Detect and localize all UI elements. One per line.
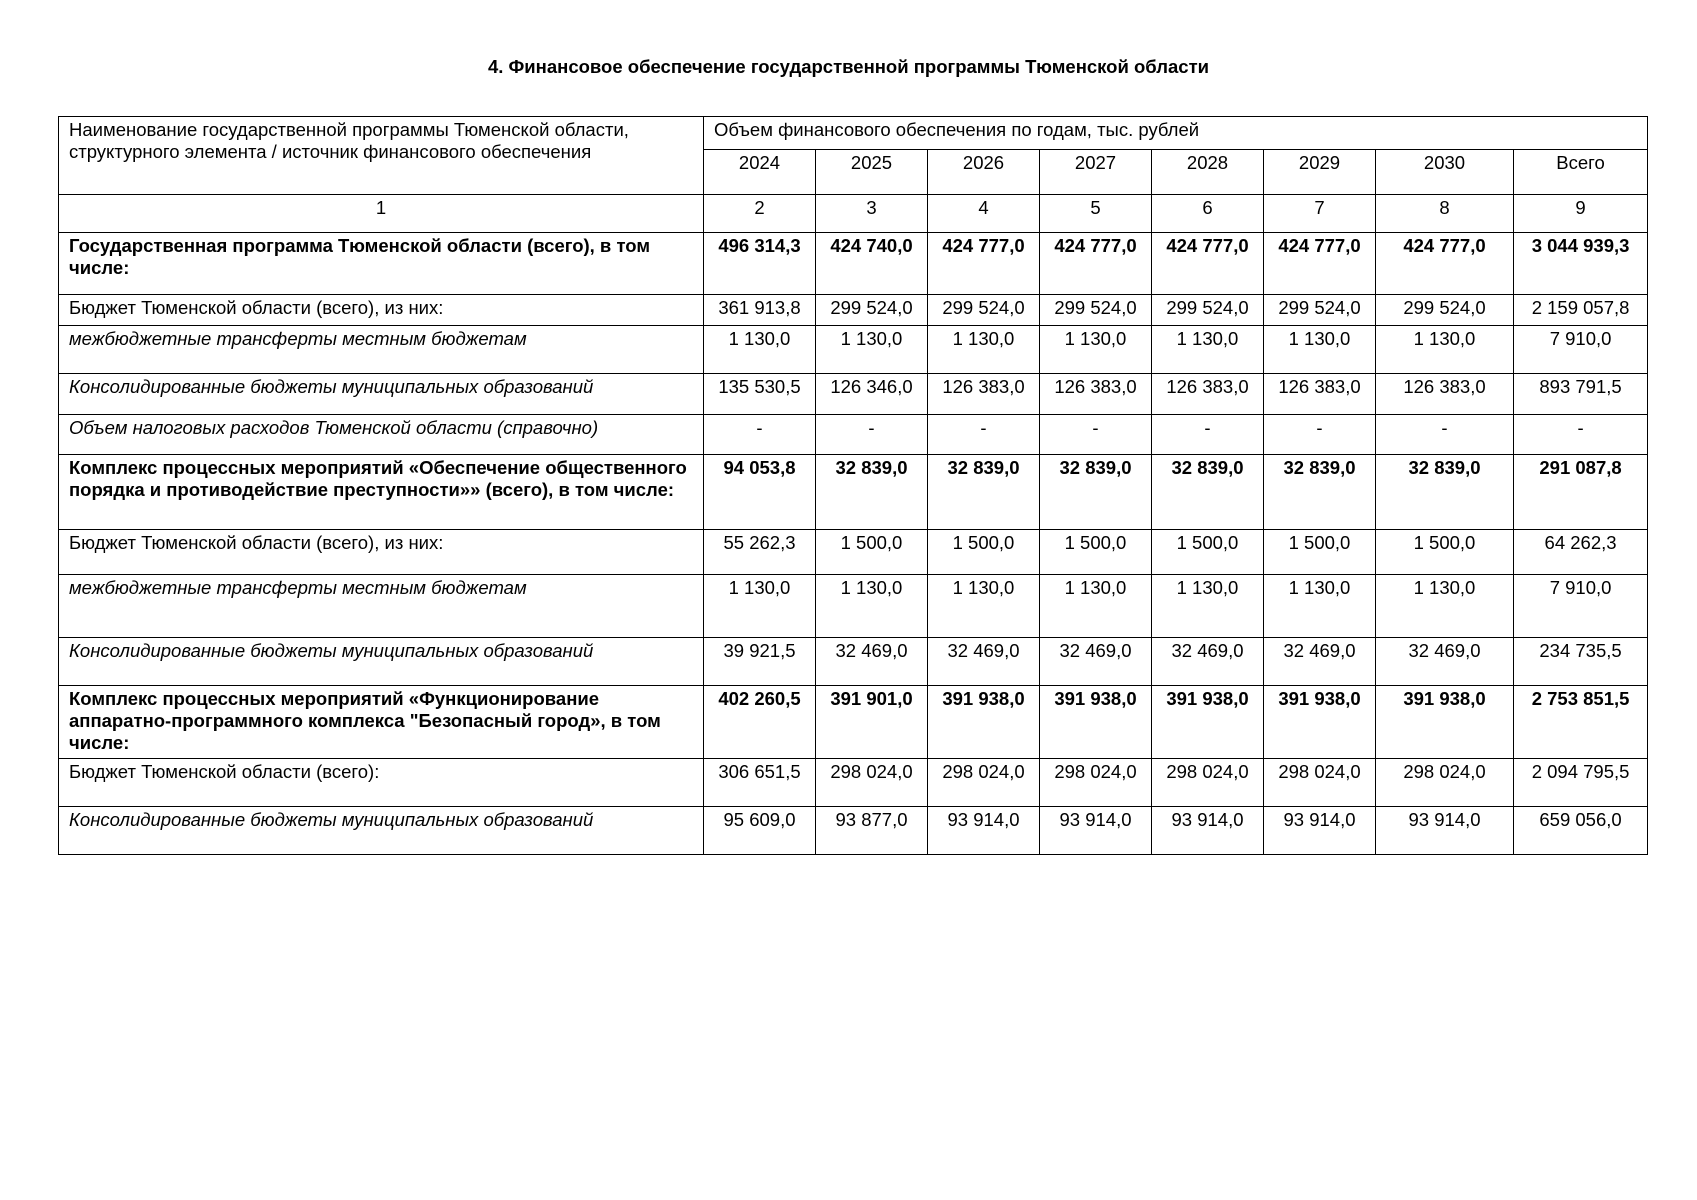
row-value-cell: -	[1040, 415, 1152, 455]
column-number-row	[59, 195, 1648, 233]
table-row	[59, 233, 1648, 295]
row-value-cell: 361 913,8	[704, 295, 816, 326]
column-number-cell: 5	[1040, 195, 1152, 233]
row-value-cell: 1 500,0	[1040, 530, 1152, 575]
table-row	[59, 415, 1648, 455]
column-number-cell: 8	[1376, 195, 1514, 233]
header-year-cell: 2026	[928, 150, 1040, 195]
row-name-cell: Объем налоговых расходов Тюменской области (справочно)	[59, 415, 704, 455]
row-value-cell: 298 024,0	[816, 759, 928, 807]
row-value-cell: 32 469,0	[1376, 638, 1514, 686]
row-value-cell: 1 130,0	[1376, 575, 1514, 638]
row-value-cell: 1 130,0	[1040, 575, 1152, 638]
column-number-cell: 3	[816, 195, 928, 233]
row-value-cell: 1 130,0	[704, 575, 816, 638]
row-value-cell: 32 469,0	[928, 638, 1040, 686]
header-years-caption: Объем финансового обеспечения по годам, тыс. рублей	[704, 117, 1648, 150]
table-row	[59, 530, 1648, 575]
row-value-cell: 39 921,5	[704, 638, 816, 686]
row-value-cell: 94 053,8	[704, 455, 816, 530]
row-value-cell: 126 383,0	[1152, 374, 1264, 415]
header-year-cell: 2025	[816, 150, 928, 195]
row-value-cell: 1 500,0	[928, 530, 1040, 575]
row-value-cell: 299 524,0	[1040, 295, 1152, 326]
row-name-cell: Комплекс процессных мероприятий «Обеспечение общественного порядка и противодействие преступности»» (всего), в том числе:	[59, 455, 704, 530]
row-value-cell: 424 777,0	[1264, 233, 1376, 295]
row-value-cell: -	[1376, 415, 1514, 455]
row-value-cell: 32 469,0	[1264, 638, 1376, 686]
row-name-cell: Бюджет Тюменской области (всего):	[59, 759, 704, 807]
row-value-cell: 391 938,0	[1152, 686, 1264, 759]
row-value-cell: 93 877,0	[816, 807, 928, 855]
row-value-cell: 424 777,0	[1152, 233, 1264, 295]
row-value-cell: 1 130,0	[1264, 575, 1376, 638]
row-value-cell: -	[704, 415, 816, 455]
row-total-cell: 7 910,0	[1514, 575, 1648, 638]
table-row	[59, 759, 1648, 807]
table-row	[59, 455, 1648, 530]
row-total-cell: -	[1514, 415, 1648, 455]
header-year-cell: 2028	[1152, 150, 1264, 195]
row-value-cell: 32 839,0	[816, 455, 928, 530]
row-name-cell: межбюджетные трансферты местным бюджетам	[59, 326, 704, 374]
column-number-cell: 4	[928, 195, 1040, 233]
row-value-cell: -	[1264, 415, 1376, 455]
row-value-cell: 424 777,0	[1040, 233, 1152, 295]
row-value-cell: 298 024,0	[1264, 759, 1376, 807]
row-value-cell: 1 130,0	[1264, 326, 1376, 374]
row-name-cell: Бюджет Тюменской области (всего), из них:	[59, 530, 704, 575]
row-value-cell: 126 383,0	[1264, 374, 1376, 415]
row-value-cell: 1 130,0	[928, 575, 1040, 638]
column-number-cell: 9	[1514, 195, 1648, 233]
page-title: 4. Финансовое обеспечение государственной программы Тюменской области	[487, 56, 1210, 77]
row-name-cell: Бюджет Тюменской области (всего), из них:	[59, 295, 704, 326]
table-row	[59, 686, 1648, 759]
row-value-cell: 299 524,0	[928, 295, 1040, 326]
row-value-cell: 1 500,0	[1376, 530, 1514, 575]
row-value-cell: 95 609,0	[704, 807, 816, 855]
table-row	[59, 638, 1648, 686]
row-value-cell: 424 740,0	[816, 233, 928, 295]
row-total-cell: 2 094 795,5	[1514, 759, 1648, 807]
header-name-column: Наименование государственной программы Тюменской области, структурного элемента / источник финансового обеспечения	[59, 117, 704, 195]
row-total-cell: 291 087,8	[1514, 455, 1648, 530]
header-year-cell: 2024	[704, 150, 816, 195]
row-value-cell: -	[928, 415, 1040, 455]
row-value-cell: 391 938,0	[1040, 686, 1152, 759]
header-year-cell: 2029	[1264, 150, 1376, 195]
row-value-cell: 126 383,0	[928, 374, 1040, 415]
row-value-cell: 391 938,0	[1376, 686, 1514, 759]
row-value-cell: 135 530,5	[704, 374, 816, 415]
header-total-cell: Всего	[1514, 150, 1648, 195]
row-total-cell: 893 791,5	[1514, 374, 1648, 415]
row-name-cell: Государственная программа Тюменской области (всего), в том числе:	[59, 233, 704, 295]
row-name-cell: Комплекс процессных мероприятий «Функционирование аппаратно-программного комплекса "Безопасный город», в том числе:	[59, 686, 704, 759]
row-value-cell: 391 938,0	[1264, 686, 1376, 759]
row-value-cell: 126 383,0	[1376, 374, 1514, 415]
table-row	[59, 326, 1648, 374]
column-number-cell: 6	[1152, 195, 1264, 233]
row-value-cell: 32 839,0	[1264, 455, 1376, 530]
row-value-cell: 1 500,0	[816, 530, 928, 575]
row-value-cell: 32 839,0	[1040, 455, 1152, 530]
row-value-cell: 1 130,0	[1152, 575, 1264, 638]
row-value-cell: 1 130,0	[928, 326, 1040, 374]
row-total-cell: 3 044 939,3	[1514, 233, 1648, 295]
row-total-cell: 64 262,3	[1514, 530, 1648, 575]
row-value-cell: 32 469,0	[1040, 638, 1152, 686]
row-name-cell: Консолидированные бюджеты муниципальных образований	[59, 374, 704, 415]
row-value-cell: 1 130,0	[1040, 326, 1152, 374]
row-name-cell: Консолидированные бюджеты муниципальных образований	[59, 638, 704, 686]
row-value-cell: 93 914,0	[1040, 807, 1152, 855]
row-value-cell: -	[816, 415, 928, 455]
row-value-cell: 1 130,0	[1152, 326, 1264, 374]
table-row	[59, 374, 1648, 415]
header-row-caption	[59, 117, 1648, 150]
row-value-cell: 93 914,0	[1152, 807, 1264, 855]
row-value-cell: 93 914,0	[1264, 807, 1376, 855]
row-value-cell: 55 262,3	[704, 530, 816, 575]
column-number-cell: 1	[59, 195, 704, 233]
header-year-cell: 2030	[1376, 150, 1514, 195]
header-year-cell: 2027	[1040, 150, 1152, 195]
row-value-cell: 299 524,0	[1152, 295, 1264, 326]
row-value-cell: 402 260,5	[704, 686, 816, 759]
row-value-cell: 32 469,0	[1152, 638, 1264, 686]
row-name-cell: Консолидированные бюджеты муниципальных образований	[59, 807, 704, 855]
row-value-cell: 1 500,0	[1152, 530, 1264, 575]
row-value-cell: 306 651,5	[704, 759, 816, 807]
row-total-cell: 2 159 057,8	[1514, 295, 1648, 326]
row-value-cell: 391 901,0	[816, 686, 928, 759]
table-row	[59, 807, 1648, 855]
column-number-cell: 7	[1264, 195, 1376, 233]
row-value-cell: 1 500,0	[1264, 530, 1376, 575]
row-total-cell: 7 910,0	[1514, 326, 1648, 374]
column-number-cell: 2	[704, 195, 816, 233]
row-value-cell: 299 524,0	[1264, 295, 1376, 326]
row-value-cell: -	[1152, 415, 1264, 455]
row-value-cell: 1 130,0	[816, 326, 928, 374]
row-value-cell: 298 024,0	[1040, 759, 1152, 807]
row-value-cell: 496 314,3	[704, 233, 816, 295]
row-value-cell: 1 130,0	[704, 326, 816, 374]
row-value-cell: 391 938,0	[928, 686, 1040, 759]
row-value-cell: 299 524,0	[816, 295, 928, 326]
row-value-cell: 32 839,0	[1152, 455, 1264, 530]
row-value-cell: 298 024,0	[1152, 759, 1264, 807]
financing-table	[58, 116, 1648, 855]
row-value-cell: 32 839,0	[1376, 455, 1514, 530]
row-total-cell: 659 056,0	[1514, 807, 1648, 855]
row-value-cell: 424 777,0	[928, 233, 1040, 295]
row-total-cell: 234 735,5	[1514, 638, 1648, 686]
table-row	[59, 295, 1648, 326]
row-value-cell: 1 130,0	[1376, 326, 1514, 374]
row-value-cell: 32 469,0	[816, 638, 928, 686]
row-value-cell: 93 914,0	[1376, 807, 1514, 855]
row-value-cell: 126 346,0	[816, 374, 928, 415]
row-total-cell: 2 753 851,5	[1514, 686, 1648, 759]
row-value-cell: 298 024,0	[1376, 759, 1514, 807]
row-name-cell: межбюджетные трансферты местным бюджетам	[59, 575, 704, 638]
table-row	[59, 575, 1648, 638]
row-value-cell: 299 524,0	[1376, 295, 1514, 326]
row-value-cell: 424 777,0	[1376, 233, 1514, 295]
row-value-cell: 298 024,0	[928, 759, 1040, 807]
row-value-cell: 1 130,0	[816, 575, 928, 638]
row-value-cell: 32 839,0	[928, 455, 1040, 530]
row-value-cell: 126 383,0	[1040, 374, 1152, 415]
row-value-cell: 93 914,0	[928, 807, 1040, 855]
